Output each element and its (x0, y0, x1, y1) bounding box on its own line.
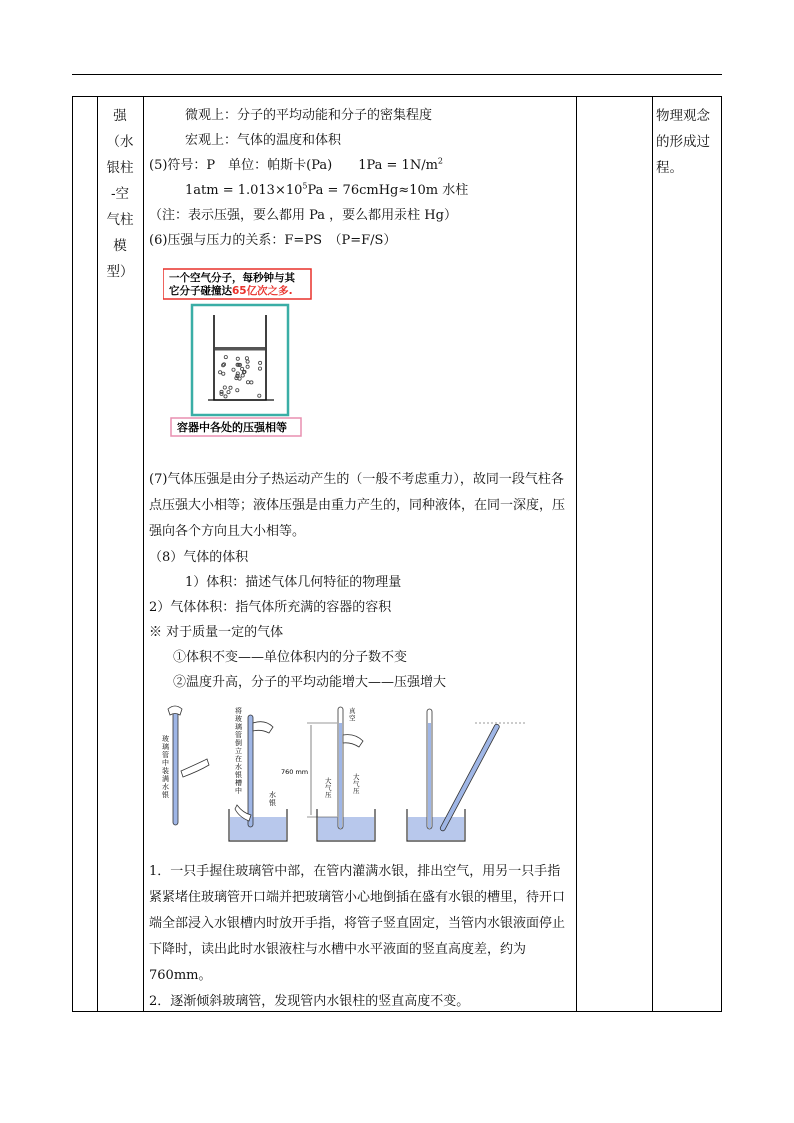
mercury-column (339, 723, 342, 828)
label-760: 760 mm (281, 768, 309, 776)
label-invert: 将玻璃管倒立在水银槽中 (235, 707, 242, 795)
step-2: 2．逐渐倾斜玻璃管，发现管内水银柱的竖直高度不变。 (149, 994, 470, 1009)
condition-1: ①体积不变——单位体积内的分子数不变 (173, 650, 408, 665)
unit-note: （注：表示压强，要么都用 Pa ，要么都用汞柱 Hg） (149, 208, 457, 223)
piston (215, 347, 265, 351)
caption-text: 容器中各处的压强相等 (177, 421, 287, 434)
callout-line-1: 一个空气分子，每秒钟与其 (169, 272, 295, 284)
hand-icon (168, 706, 182, 715)
label-atm-right: 大气压 (353, 773, 360, 795)
goal-note-line: 物理观念 (656, 108, 710, 124)
mercury-column (428, 723, 431, 828)
topic-label-line: 气柱 (106, 212, 134, 228)
atm-text: 1atm = 1.013×10 (185, 183, 303, 198)
label-mercury: 水银 (269, 791, 276, 807)
atm-text-b: Pa = 76cmHg≈10m 水柱 (307, 183, 469, 198)
topic-label-line: 强 (113, 108, 127, 124)
symbol-text: (5)符号：P 单位：帕斯卡(Pa) 1Pa = 1N/m (149, 158, 438, 173)
lesson-content (149, 103, 573, 1015)
topic-label (100, 103, 140, 285)
mercury-pool (230, 817, 286, 840)
macro-line: 宏观上：气体的温度和体积 (185, 133, 342, 148)
hand-icon (343, 735, 363, 747)
topic-label-line: 银柱 (106, 160, 134, 176)
column-divider (576, 97, 577, 1011)
tube-inverted (248, 715, 253, 827)
topic-label-line: 型） (106, 264, 134, 280)
goal-note (656, 103, 720, 181)
page-header-rule (72, 74, 722, 75)
hand-icon (181, 759, 209, 777)
section-8-item-2: 2）气体体积：指气体所充满的容器的容积 (149, 600, 392, 615)
mercury-pool (408, 817, 464, 840)
symbol-sup: 2 (437, 156, 444, 166)
gas-container-figure (163, 267, 323, 442)
column-divider (143, 97, 144, 1011)
micro-line: 微观上：分子的平均动能和分子的密集程度 (185, 108, 433, 123)
symbol-line (149, 153, 573, 178)
label-atm-left: 大气压 (325, 777, 332, 799)
mercury-pool (318, 817, 374, 840)
callout-highlight: 65亿次之多. (232, 285, 293, 297)
step-1: 1．一只手握住玻璃管中部，在管内灌满水银，排出空气，用另一只手指紧紧堵住玻璃管开口端并把玻璃管小心地倒插在盛有水银的槽里，待开口端全部浸入水银槽内时放开手指，将管子竖直固定，当管内水银液面停止下降时，读出此时水银液柱与水槽中水平液面的竖直高度差，约为 760mm。 (149, 864, 566, 983)
hand-icon (253, 722, 273, 733)
section-8-item-1: 1）体积：描述气体几何特征的物理量 (185, 575, 402, 590)
section-8-heading: （8）气体的体积 (149, 550, 249, 565)
container-frame (192, 305, 288, 415)
label-vacuum: 真空 (349, 707, 356, 722)
tube-tilted (439, 723, 500, 831)
tube-filled (173, 709, 178, 825)
relation-line: (6)压强与压力的关系：F=PS （P=F/S） (149, 233, 397, 248)
goal-note-line: 程。 (656, 160, 683, 176)
topic-label-line: （水 (106, 134, 134, 150)
callout-line-2-text: 它分子碰撞达 (169, 285, 232, 297)
atm-sup: 5 (302, 181, 308, 191)
paragraph-7: (7)气体压强是由分子热运动产生的（一般不考虑重力），故同一段气柱各点压强大小相等；液体压强是由重力产生的，同种液体，在同一深度，压强向各个方向且大小相等。 (149, 472, 566, 539)
label-fill: 玻璃管中装满水银 (162, 735, 169, 799)
tilted-tube-body (439, 723, 500, 831)
goal-note-line: 的形成过 (656, 134, 710, 150)
condition-2: ②温度升高，分子的平均动能增大——压强增大 (173, 675, 447, 690)
callout-line-2 (169, 284, 293, 297)
column-divider (97, 97, 98, 1011)
lesson-table (72, 96, 722, 1012)
constant-mass-line: ※ 对于质量一定的气体 (149, 625, 284, 640)
column-divider (652, 97, 653, 1011)
atm-line (149, 178, 573, 203)
topic-label-line: -空 (110, 186, 130, 202)
topic-label-line: 模 (113, 238, 127, 254)
torricelli-figure (157, 701, 527, 851)
